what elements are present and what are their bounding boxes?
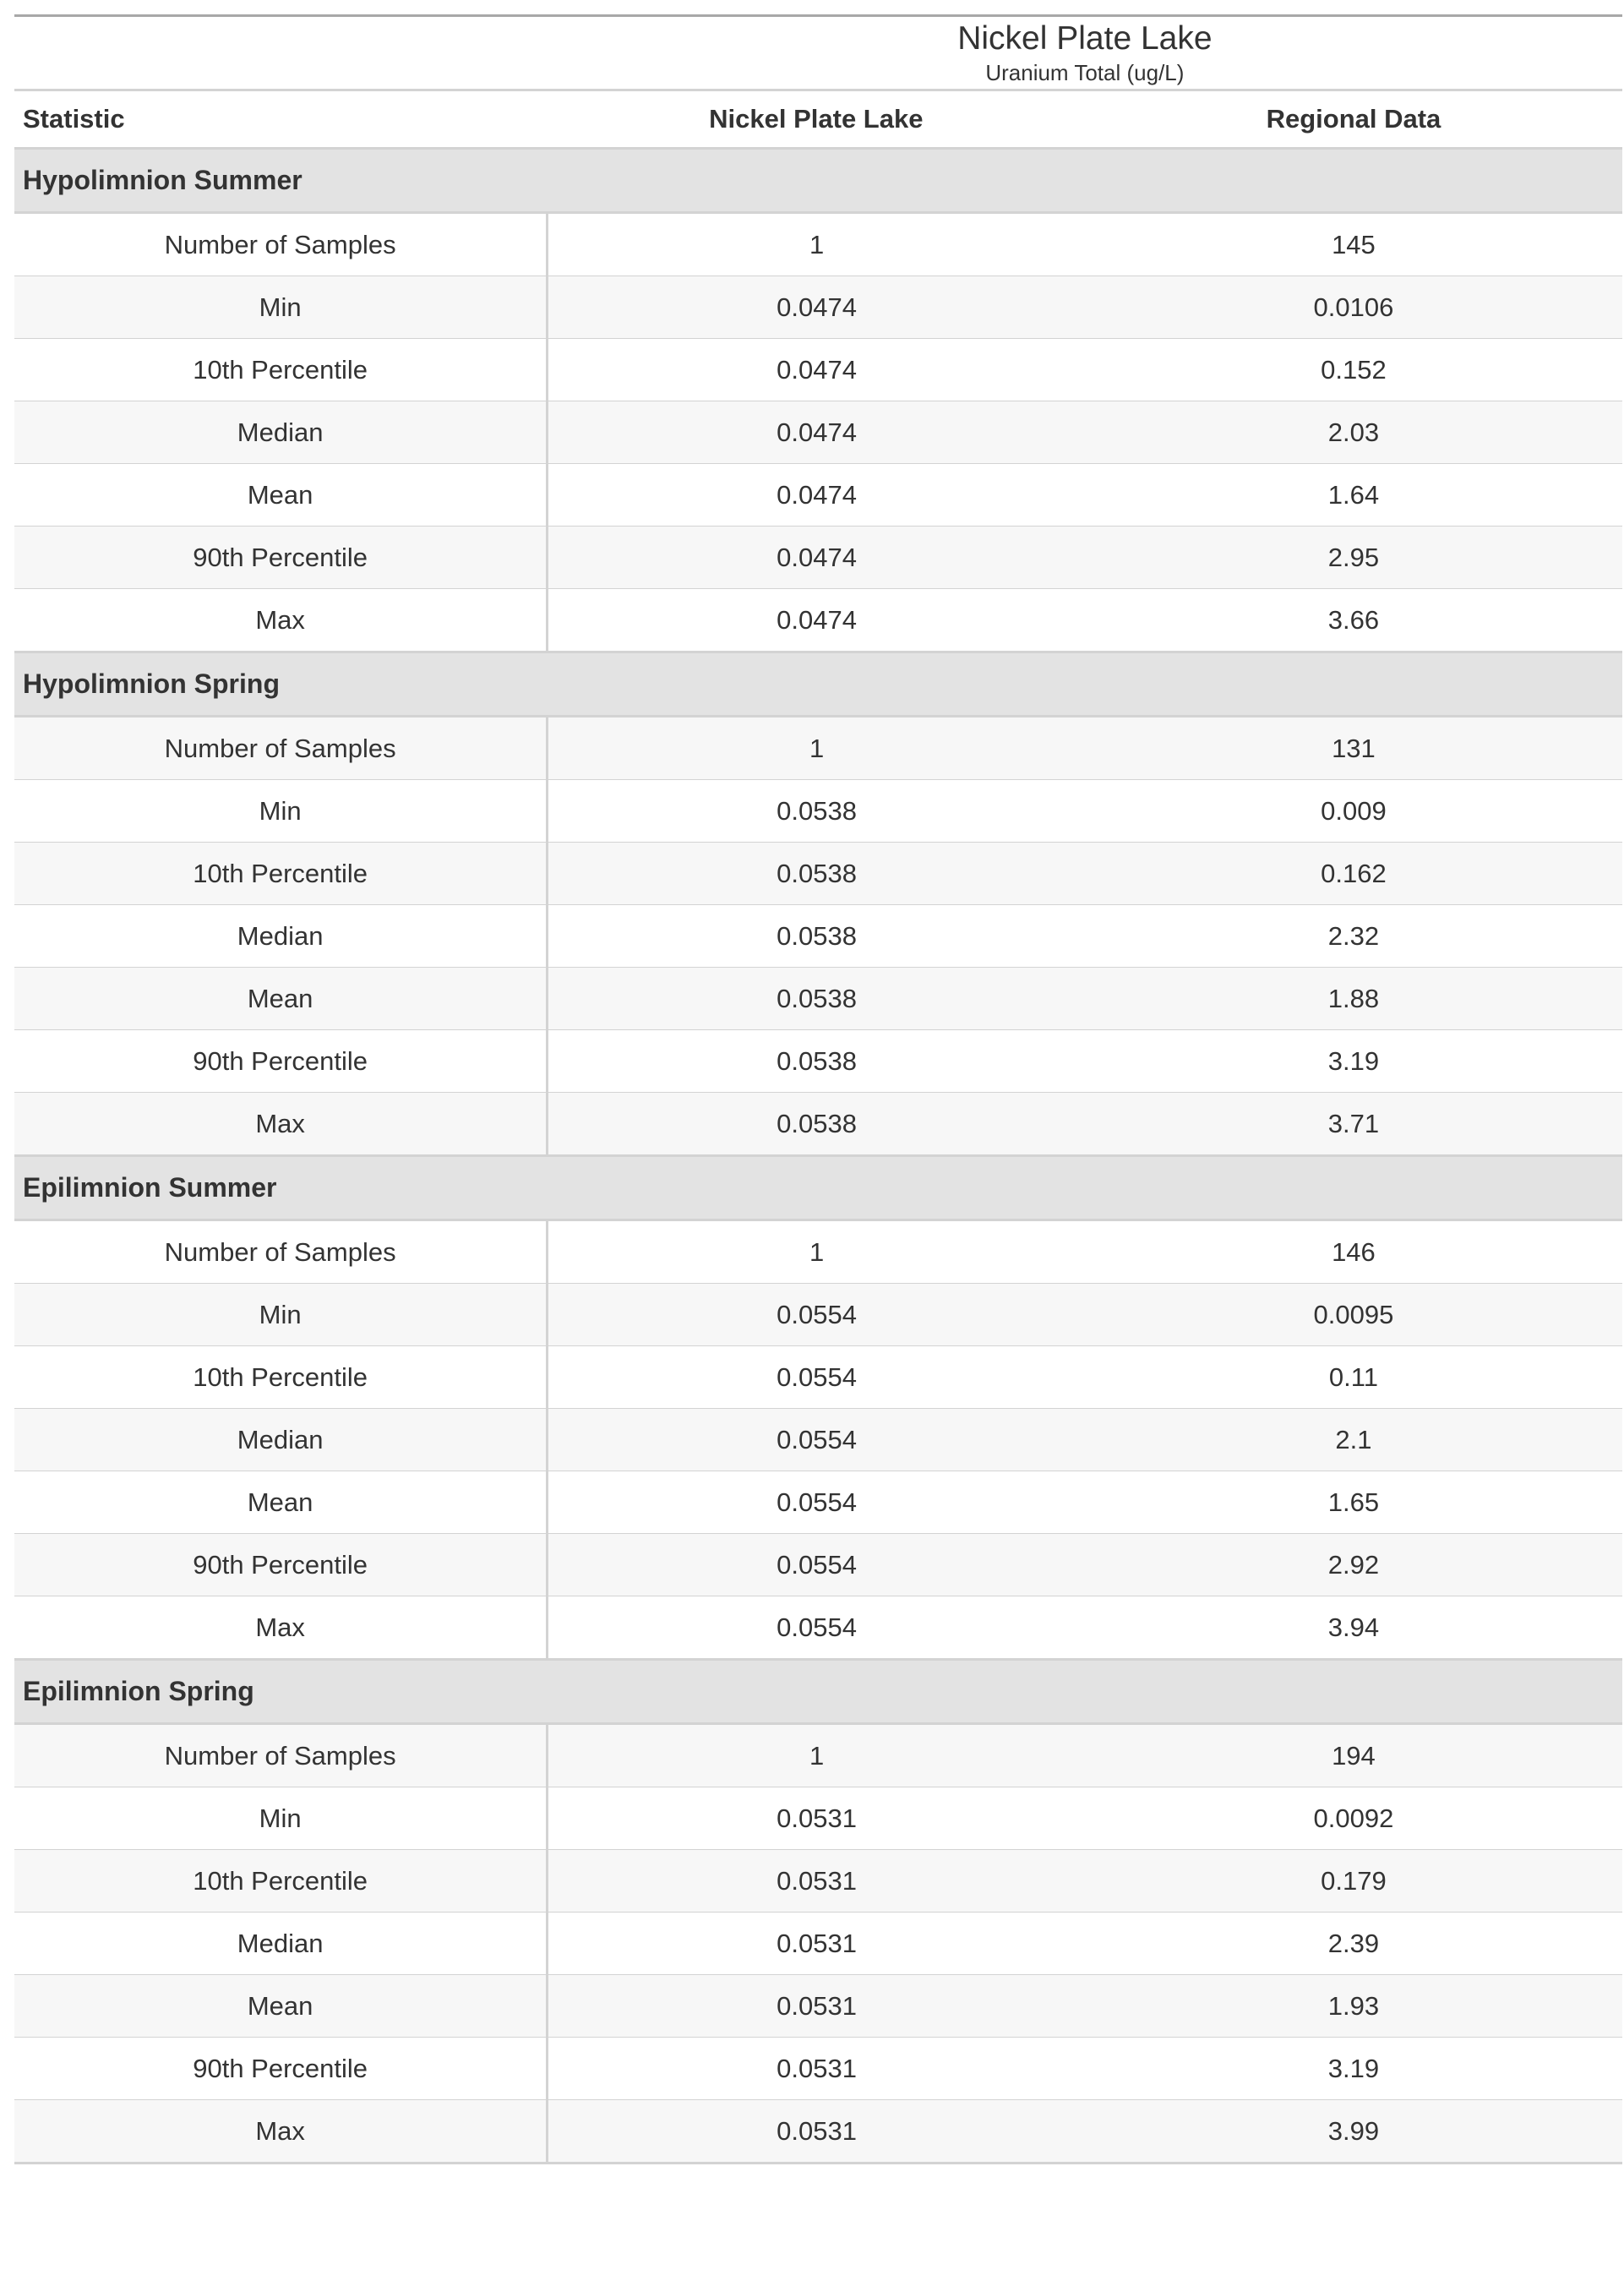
lake-value-cell: 0.0554	[548, 1596, 1085, 1660]
table-row	[14, 276, 1622, 339]
statistic-cell: Mean	[14, 1975, 548, 2038]
statistic-cell: Max	[14, 589, 548, 652]
lake-value-cell: 0.0538	[548, 1030, 1085, 1093]
lake-value-cell: 0.0538	[548, 843, 1085, 905]
statistic-cell: Mean	[14, 968, 548, 1030]
statistic-cell: 90th Percentile	[14, 1534, 548, 1596]
stats-table	[14, 14, 1622, 2164]
table-row	[14, 968, 1622, 1030]
table-title: Nickel Plate Lake	[957, 19, 1213, 57]
table-row	[14, 1975, 1622, 2038]
table-row	[14, 905, 1622, 968]
statistic-cell: Number of Samples	[14, 1724, 548, 1787]
regional-value-cell: 145	[1085, 213, 1622, 276]
table-row	[14, 1534, 1622, 1596]
regional-value-cell: 3.19	[1085, 2038, 1622, 2100]
statistic-cell: 90th Percentile	[14, 2038, 548, 2100]
lake-value-cell: 0.0474	[548, 527, 1085, 589]
lake-value-cell: 0.0538	[548, 780, 1085, 843]
regional-value-cell: 3.66	[1085, 589, 1622, 652]
statistic-cell: Max	[14, 1093, 548, 1156]
group-label: Epilimnion Summer	[14, 1156, 1622, 1220]
statistic-cell: Min	[14, 276, 548, 339]
statistic-cell: 10th Percentile	[14, 1850, 548, 1913]
table-row	[14, 1346, 1622, 1409]
statistic-cell: Min	[14, 1787, 548, 1850]
table-subtitle: Uranium Total (ug/L)	[985, 59, 1185, 85]
lake-value-cell: 1	[548, 717, 1085, 780]
table-row	[14, 213, 1622, 276]
regional-value-cell: 2.03	[1085, 401, 1622, 464]
table-row	[14, 1596, 1622, 1660]
statistic-cell: Median	[14, 905, 548, 968]
lake-value-cell: 1	[548, 1220, 1085, 1284]
lake-value-cell: 0.0554	[548, 1409, 1085, 1471]
regional-value-cell: 2.39	[1085, 1913, 1622, 1975]
column-header-lake: Nickel Plate Lake	[548, 90, 1085, 149]
lake-value-cell: 0.0538	[548, 905, 1085, 968]
statistic-cell: 90th Percentile	[14, 527, 548, 589]
statistic-cell: Mean	[14, 464, 548, 527]
column-header-statistic: Statistic	[14, 90, 548, 149]
lake-value-cell: 1	[548, 213, 1085, 276]
table-title-cell	[548, 16, 1622, 90]
table-row	[14, 589, 1622, 652]
statistic-cell: Max	[14, 2100, 548, 2164]
table-row	[14, 1030, 1622, 1093]
lake-value-cell: 0.0474	[548, 401, 1085, 464]
statistic-cell: Number of Samples	[14, 213, 548, 276]
regional-value-cell: 2.32	[1085, 905, 1622, 968]
table-row	[14, 1913, 1622, 1975]
statistic-cell: Median	[14, 401, 548, 464]
lake-value-cell: 0.0474	[548, 276, 1085, 339]
group-label: Hypolimnion Summer	[14, 149, 1622, 213]
regional-value-cell: 0.009	[1085, 780, 1622, 843]
statistic-cell: 10th Percentile	[14, 843, 548, 905]
table-row	[14, 1724, 1622, 1787]
table-row	[14, 1093, 1622, 1156]
lake-value-cell: 0.0474	[548, 464, 1085, 527]
regional-value-cell: 1.93	[1085, 1975, 1622, 2038]
lake-value-cell: 1	[548, 1724, 1085, 1787]
lake-value-cell: 0.0531	[548, 1975, 1085, 2038]
statistic-cell: 10th Percentile	[14, 339, 548, 401]
lake-value-cell: 0.0531	[548, 2100, 1085, 2164]
group-label: Epilimnion Spring	[14, 1660, 1622, 1724]
regional-value-cell: 131	[1085, 717, 1622, 780]
regional-value-cell: 194	[1085, 1724, 1622, 1787]
table-row	[14, 1220, 1622, 1284]
table-row	[14, 401, 1622, 464]
lake-value-cell: 0.0474	[548, 589, 1085, 652]
column-header-row	[14, 90, 1622, 149]
regional-value-cell: 146	[1085, 1220, 1622, 1284]
lake-value-cell: 0.0554	[548, 1346, 1085, 1409]
statistic-cell: Median	[14, 1913, 548, 1975]
regional-value-cell: 0.0095	[1085, 1284, 1622, 1346]
lake-value-cell: 0.0474	[548, 339, 1085, 401]
group-row	[14, 1660, 1622, 1724]
regional-value-cell: 2.1	[1085, 1409, 1622, 1471]
regional-value-cell: 0.152	[1085, 339, 1622, 401]
group-row	[14, 149, 1622, 213]
lake-value-cell: 0.0538	[548, 968, 1085, 1030]
table-body	[14, 1156, 1622, 1660]
statistic-cell: Mean	[14, 1471, 548, 1534]
lake-value-cell: 0.0554	[548, 1284, 1085, 1346]
table-row	[14, 1471, 1622, 1534]
table-row	[14, 527, 1622, 589]
lake-value-cell: 0.0531	[548, 2038, 1085, 2100]
statistic-cell: Max	[14, 1596, 548, 1660]
group-row	[14, 1156, 1622, 1220]
group-label: Hypolimnion Spring	[14, 652, 1622, 717]
table-row	[14, 1850, 1622, 1913]
regional-value-cell: 0.179	[1085, 1850, 1622, 1913]
regional-value-cell: 0.0106	[1085, 276, 1622, 339]
lake-value-cell: 0.0531	[548, 1787, 1085, 1850]
statistic-cell: Number of Samples	[14, 1220, 548, 1284]
regional-value-cell: 1.88	[1085, 968, 1622, 1030]
regional-value-cell: 3.71	[1085, 1093, 1622, 1156]
statistic-cell: Number of Samples	[14, 717, 548, 780]
lake-value-cell: 0.0538	[548, 1093, 1085, 1156]
regional-value-cell: 3.99	[1085, 2100, 1622, 2164]
regional-value-cell: 1.64	[1085, 464, 1622, 527]
table-row	[14, 843, 1622, 905]
table-row	[14, 1284, 1622, 1346]
column-header-regional: Regional Data	[1085, 90, 1622, 149]
table-title-row	[14, 16, 1622, 90]
table-row	[14, 717, 1622, 780]
statistic-cell: 90th Percentile	[14, 1030, 548, 1093]
group-row	[14, 652, 1622, 717]
regional-value-cell: 1.65	[1085, 1471, 1622, 1534]
lake-value-cell: 0.0531	[548, 1913, 1085, 1975]
table-row	[14, 339, 1622, 401]
stats-table-container	[14, 14, 1622, 2164]
table-body	[14, 1660, 1622, 2164]
lake-value-cell: 0.0554	[548, 1534, 1085, 1596]
table-row	[14, 1787, 1622, 1850]
regional-value-cell: 0.162	[1085, 843, 1622, 905]
table-row	[14, 2038, 1622, 2100]
regional-value-cell: 0.0092	[1085, 1787, 1622, 1850]
statistic-cell: Median	[14, 1409, 548, 1471]
table-row	[14, 1409, 1622, 1471]
statistic-cell: Min	[14, 1284, 548, 1346]
statistic-cell: 10th Percentile	[14, 1346, 548, 1409]
statistic-cell: Min	[14, 780, 548, 843]
regional-value-cell: 3.19	[1085, 1030, 1622, 1093]
table-row	[14, 464, 1622, 527]
regional-value-cell: 3.94	[1085, 1596, 1622, 1660]
regional-value-cell: 2.95	[1085, 527, 1622, 589]
table-body	[14, 149, 1622, 652]
table-body	[14, 652, 1622, 1156]
table-row	[14, 780, 1622, 843]
regional-value-cell: 0.11	[1085, 1346, 1622, 1409]
table-row	[14, 2100, 1622, 2164]
lake-value-cell: 0.0554	[548, 1471, 1085, 1534]
regional-value-cell: 2.92	[1085, 1534, 1622, 1596]
lake-value-cell: 0.0531	[548, 1850, 1085, 1913]
